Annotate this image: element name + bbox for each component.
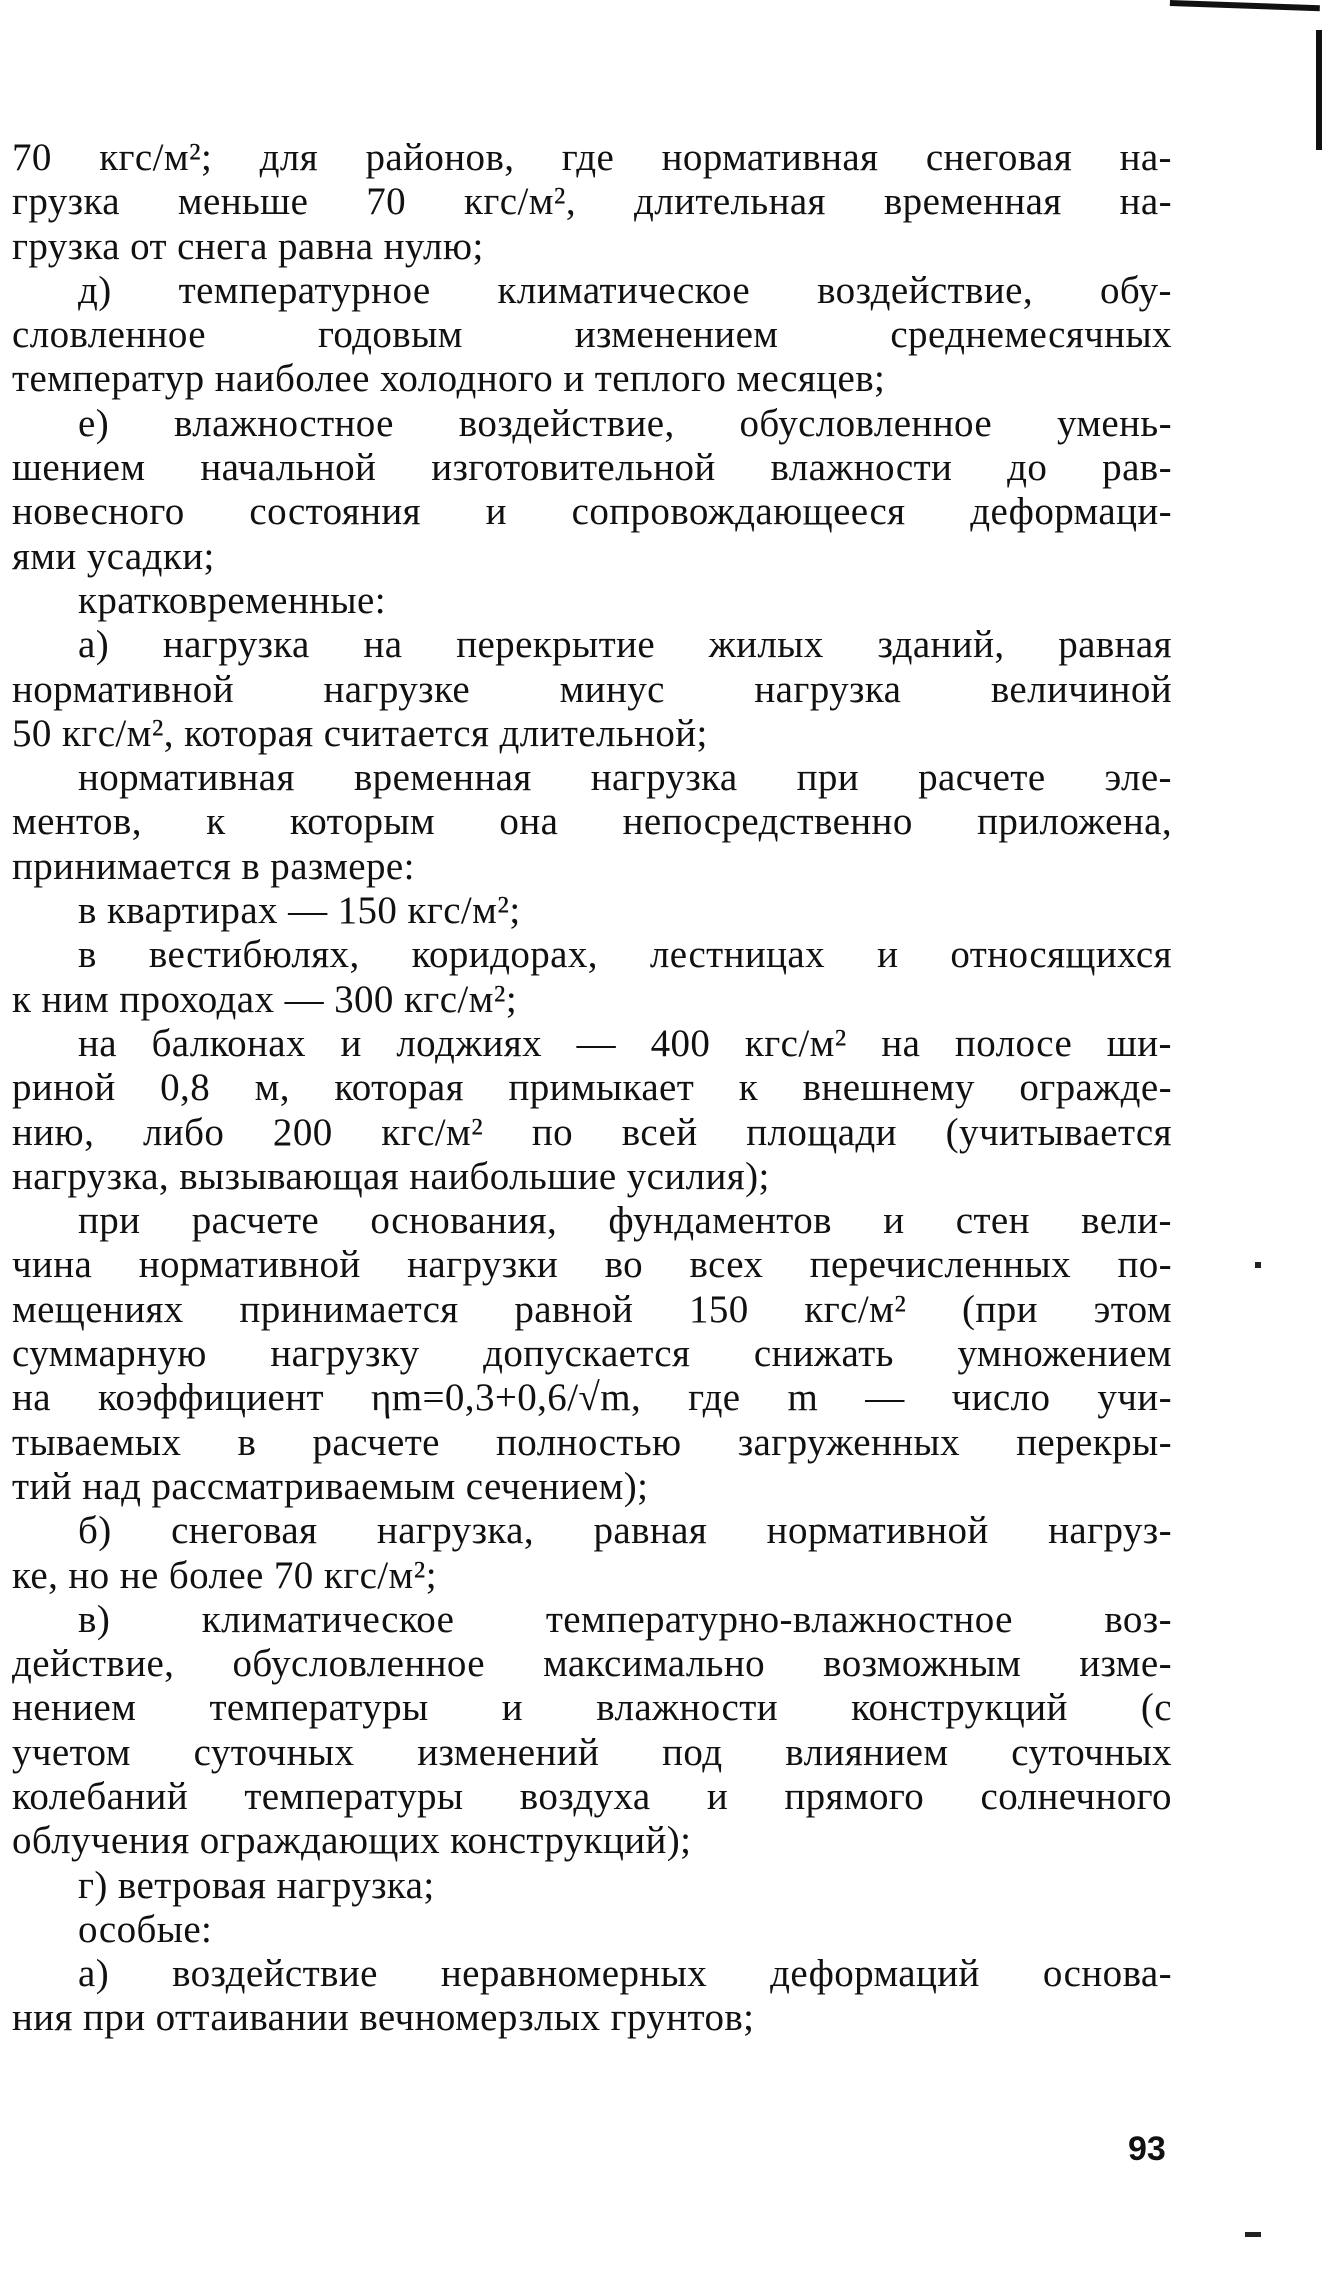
word: учетом	[12, 1730, 131, 1774]
word: влажности	[596, 1686, 778, 1730]
word: которым	[289, 800, 436, 844]
page-number: 93	[1128, 2130, 1166, 2168]
word: районов,	[365, 136, 515, 179]
word: состояния	[249, 490, 421, 534]
word: м,	[254, 1066, 290, 1110]
body-text	[12, 136, 1172, 2041]
word: кгс/м²	[381, 1110, 484, 1154]
word: m	[787, 1376, 819, 1420]
word: коэффициент	[97, 1376, 324, 1420]
text-line: г) ветровая нагрузка;	[78, 1863, 435, 1907]
word: солнечного	[980, 1774, 1172, 1818]
word: (при	[962, 1287, 1038, 1331]
word: влажности	[770, 446, 953, 490]
text-line	[12, 800, 1172, 844]
word: нением	[12, 1686, 137, 1730]
word: воздуха	[519, 1774, 651, 1818]
word: перечисленных	[809, 1243, 1072, 1287]
word: сопровождающееся	[571, 490, 906, 534]
word: принимается	[239, 1287, 459, 1331]
word: перекры-	[1016, 1420, 1172, 1464]
word: снижать	[753, 1332, 894, 1376]
word: умень-	[1056, 401, 1172, 445]
word: возможным	[823, 1642, 1022, 1686]
word: число	[951, 1376, 1051, 1420]
word: —	[576, 1021, 617, 1065]
word: на	[881, 1021, 921, 1065]
text-line	[12, 1376, 1172, 1420]
word: и	[883, 1199, 905, 1243]
word: равная	[593, 1509, 708, 1553]
text-line: ке, но не более 70 кгс/м²;	[12, 1553, 437, 1597]
word: и	[340, 1021, 362, 1065]
word: относящихся	[950, 933, 1172, 977]
word: климатическое	[497, 268, 751, 312]
text-line	[12, 1111, 1172, 1155]
word: ηm=0,3+0,6/√m,	[370, 1376, 642, 1420]
word: основания,	[370, 1199, 558, 1243]
word: до	[1007, 446, 1048, 490]
word: расчете	[918, 756, 1046, 800]
word: вели-	[1081, 1199, 1172, 1243]
word: на	[363, 623, 403, 667]
word: деформаци-	[970, 490, 1172, 534]
word: непосредственно	[622, 800, 913, 844]
word: деформаций	[770, 1952, 980, 1996]
word: обу-	[1100, 268, 1172, 312]
text-line	[12, 1066, 1172, 1110]
word: допускается	[483, 1332, 691, 1376]
page-edge-mark-vertical	[1316, 30, 1322, 150]
word: во	[604, 1243, 644, 1287]
text-line: в квартирах — 150 кгс/м²;	[78, 889, 521, 933]
text-line	[12, 1022, 1172, 1066]
word: нагрузке	[323, 667, 471, 711]
word: этом	[1093, 1287, 1172, 1331]
text-line: 50 кгс/м², которая считается длительной;	[12, 711, 708, 755]
word: площади	[746, 1110, 897, 1154]
word: 70	[12, 136, 52, 179]
word: 0,8	[160, 1066, 211, 1110]
word: равная	[1058, 623, 1172, 667]
word: полностью	[496, 1420, 682, 1464]
word: (учитывается	[945, 1110, 1172, 1154]
word: 400	[650, 1021, 711, 1065]
word: минус	[559, 667, 665, 711]
word: временная	[353, 756, 532, 800]
word: температуры	[209, 1686, 429, 1730]
word: нагрузка,	[376, 1509, 535, 1553]
word: кгс/м²,	[464, 180, 577, 224]
word: расчете	[191, 1199, 320, 1243]
word: стен	[955, 1199, 1030, 1243]
word: действие,	[12, 1642, 175, 1686]
word: мещениях	[12, 1287, 184, 1331]
word: нормативной	[12, 667, 234, 711]
text-line	[12, 756, 1172, 800]
text-line	[12, 1731, 1172, 1775]
text-line: температур наиболее холодного и теплого месяцев;	[12, 357, 886, 401]
word: длительная	[634, 180, 826, 224]
text-line	[12, 933, 1172, 977]
word: вестибюлях,	[148, 933, 360, 977]
word: суточных	[193, 1730, 355, 1774]
word: на-	[1119, 180, 1172, 224]
word: она	[499, 800, 559, 844]
word: нагрузка	[590, 756, 738, 800]
word: а)	[78, 623, 110, 667]
word: нормативная	[78, 756, 295, 800]
text-line: особые:	[78, 1907, 213, 1951]
word: в	[78, 933, 97, 977]
word: изме-	[1079, 1642, 1172, 1686]
text-line: тий над рассматриваемым сечением);	[12, 1464, 649, 1508]
word: воздействие,	[817, 268, 1033, 312]
word: загруженных	[737, 1420, 960, 1464]
text-line: нагрузка, вызывающая наибольшие усилия);	[12, 1154, 770, 1198]
text-line	[12, 180, 1172, 224]
word: и	[706, 1774, 729, 1818]
word: 70	[366, 180, 407, 224]
word: коридорах,	[411, 933, 598, 977]
word: жилых	[708, 623, 824, 667]
word: температуры	[244, 1774, 464, 1818]
word: в)	[78, 1597, 111, 1641]
word: всех	[689, 1243, 764, 1287]
text-line	[12, 1332, 1172, 1376]
word: кгс/м²;	[99, 136, 213, 179]
word: д)	[78, 268, 112, 312]
word: воздействие,	[458, 401, 675, 445]
word: воз-	[1104, 1597, 1172, 1641]
word: влиянием	[785, 1730, 949, 1774]
text-line: облучения ограждающих конструкций);	[12, 1819, 692, 1863]
text-line: ями усадки;	[12, 534, 215, 578]
word: нормативная	[661, 136, 879, 179]
word: фундаментов	[608, 1199, 832, 1243]
word: неравномерных	[440, 1952, 708, 1996]
text-line	[12, 490, 1172, 534]
text-line	[12, 136, 1172, 180]
word: климатическое	[201, 1597, 455, 1641]
word: где	[688, 1376, 741, 1420]
word: шением	[12, 446, 146, 490]
word: на-	[1119, 136, 1172, 179]
word: для	[259, 136, 319, 179]
word: примыкает	[508, 1066, 695, 1110]
word: зданий,	[877, 623, 1005, 667]
word: при	[796, 756, 860, 800]
word: 200	[272, 1110, 333, 1154]
word: лестницах	[649, 933, 826, 977]
word: влажностное	[174, 401, 394, 445]
word: под	[662, 1730, 723, 1774]
word: кгс/м²	[744, 1021, 847, 1065]
word: —	[865, 1376, 905, 1420]
word: изменением	[574, 313, 779, 357]
word: новесного	[12, 490, 185, 534]
word: перекрытие	[456, 623, 656, 667]
word: суммарную	[12, 1332, 207, 1376]
word: по-	[1117, 1243, 1172, 1287]
word: б)	[78, 1509, 112, 1553]
word: по	[531, 1110, 574, 1154]
print-speck	[1245, 2232, 1261, 2237]
word: начальной	[200, 446, 377, 490]
print-speck	[1255, 1262, 1261, 1268]
text-line	[12, 1509, 1172, 1553]
word: либо	[142, 1110, 225, 1154]
text-line	[12, 623, 1172, 667]
word: нормативной	[766, 1509, 989, 1553]
word: 150	[688, 1287, 749, 1331]
text-line	[12, 1686, 1172, 1730]
text-line: кратковременные:	[78, 578, 386, 622]
word: временная	[883, 180, 1062, 224]
word: воздействие	[172, 1952, 378, 1996]
text-line: грузка от снега равна нулю;	[12, 224, 484, 268]
word: где	[561, 136, 615, 179]
word: температурное	[178, 268, 431, 312]
word: нагрузку	[270, 1332, 420, 1376]
word: (с	[1140, 1686, 1172, 1730]
word: нагрузка	[754, 667, 902, 711]
word: среднемесячных	[890, 313, 1172, 357]
word: приложена,	[977, 800, 1172, 844]
word: изменений	[417, 1730, 600, 1774]
word: грузка	[12, 180, 120, 224]
word: кгс/м²	[804, 1287, 907, 1331]
word: на	[78, 1021, 117, 1065]
text-line	[12, 1642, 1172, 1686]
word: нагрузка	[162, 623, 310, 667]
word: годовым	[317, 313, 463, 357]
word: всей	[621, 1110, 698, 1154]
word: температурно-влажностное	[545, 1597, 1013, 1641]
word: риной	[12, 1066, 116, 1110]
page-edge-mark	[1170, 0, 1320, 11]
word: балконах	[151, 1021, 306, 1065]
word: ши-	[1106, 1021, 1172, 1065]
word: умножением	[957, 1332, 1172, 1376]
text-line	[12, 1243, 1172, 1287]
word: учи-	[1097, 1376, 1172, 1420]
word: словленное	[12, 313, 206, 357]
text-line: принимается в размере:	[12, 844, 415, 888]
text-line	[12, 269, 1172, 313]
word: к	[206, 800, 226, 844]
text-line	[12, 446, 1172, 490]
word: основа-	[1042, 1952, 1172, 1996]
word: снеговая	[925, 136, 1073, 179]
word: эле-	[1104, 756, 1172, 800]
word: равной	[514, 1287, 634, 1331]
word: которая	[334, 1066, 464, 1110]
text-line	[12, 1421, 1172, 1465]
text-line	[12, 1775, 1172, 1819]
word: рав-	[1102, 446, 1172, 490]
word: меньше	[177, 180, 309, 224]
word: лоджиях	[396, 1021, 543, 1065]
word: ментов,	[12, 800, 142, 844]
word: максимально	[543, 1642, 766, 1686]
word: чина	[12, 1243, 93, 1287]
word: и	[877, 933, 899, 977]
text-line	[12, 1199, 1172, 1243]
word: полосе	[954, 1021, 1073, 1065]
word: колебаний	[12, 1774, 189, 1818]
word: к	[738, 1066, 759, 1110]
word: при	[78, 1199, 141, 1243]
word: в	[237, 1420, 257, 1464]
text-line: к ним проходах — 300 кгс/м²;	[12, 977, 518, 1021]
text-line: ния при оттаивании вечномерзлых грунтов;	[12, 1996, 755, 2040]
word: нагрузки	[407, 1243, 559, 1287]
word: огражде-	[1019, 1066, 1172, 1110]
text-line	[12, 313, 1172, 357]
text-line	[12, 1952, 1172, 1996]
word: нию,	[12, 1110, 95, 1154]
word: суточных	[1011, 1730, 1172, 1774]
text-line	[12, 1288, 1172, 1332]
word: нагруз-	[1048, 1509, 1172, 1553]
word: снеговая	[171, 1509, 318, 1553]
word: внешнему	[802, 1066, 975, 1110]
word: а)	[78, 1952, 110, 1996]
word: прямого	[784, 1774, 925, 1818]
text-line	[12, 402, 1172, 446]
word: на	[12, 1376, 51, 1420]
word: величиной	[990, 667, 1172, 711]
word: е)	[78, 401, 110, 445]
word: тываемых	[12, 1420, 182, 1464]
word: нормативной	[138, 1243, 361, 1287]
text-line	[12, 1598, 1172, 1642]
word: обусловленное	[232, 1642, 485, 1686]
word: расчете	[312, 1420, 440, 1464]
word: и	[485, 490, 507, 534]
text-line	[12, 668, 1172, 712]
word: изготовительной	[431, 446, 716, 490]
word: обусловленное	[739, 401, 993, 445]
word: и	[501, 1686, 524, 1730]
word: конструкций	[851, 1686, 1068, 1730]
